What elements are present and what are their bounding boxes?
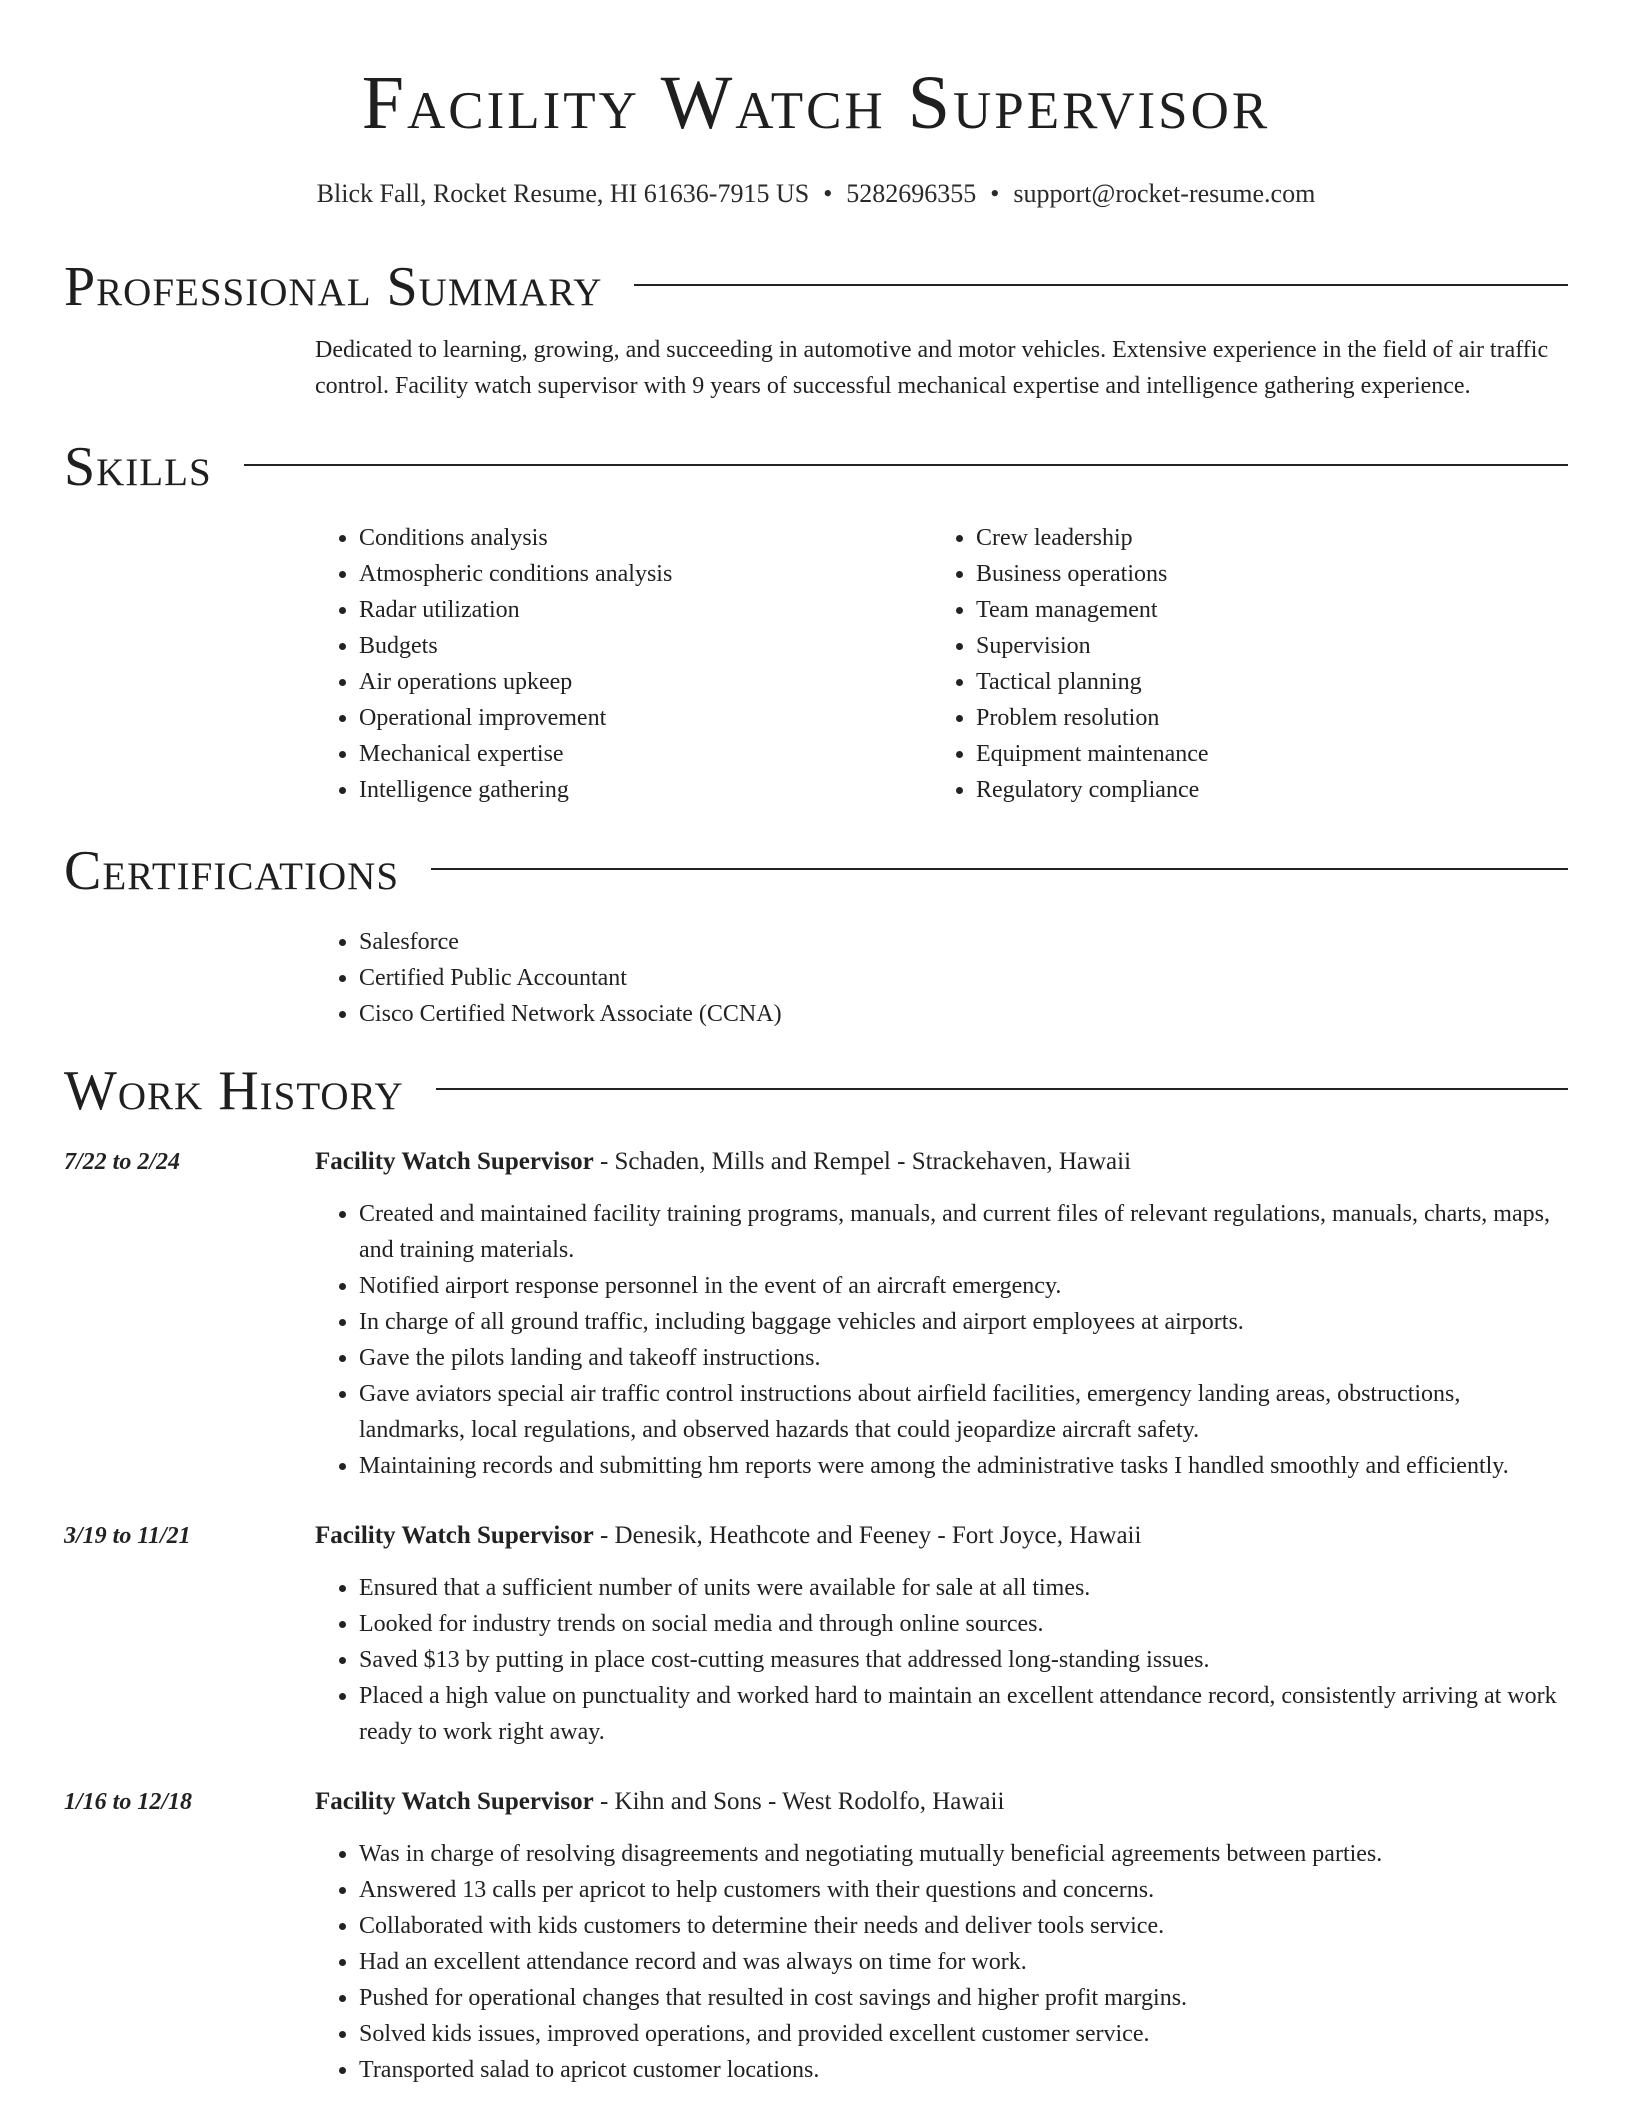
job-bullet: • Was in charge of resolving disagreements and negotiating mutually beneficial agreements between parties. [359,1836,1568,1872]
skill-item: • Mechanical expertise [359,736,932,772]
summary-text: Dedicated to learning, growing, and succeeding in automotive and motor vehicles. Extensive experience in the field of air traffic control. Facility watch supervisor with 9 years of successful mechanical expertise and intelligence gathering experience. [315,337,1549,399]
contact-address: Blick Fall, Rocket Resume, HI 61636-7915 US [316,179,810,208]
skill-item: • Budgets [359,628,932,664]
section-title-skills: Skills [64,436,212,498]
summary-body [64,332,1568,404]
job-bullet: • In charge of all ground traffic, including baggage vehicles and airport employees at airports. [359,1304,1568,1340]
job-bullets [315,1836,1568,2088]
job-entry [64,1144,1568,1484]
contact-line [0,178,1632,210]
certification-item: • Cisco Certified Network Associate (CCNA) [359,996,1568,1032]
work-history-header [64,1058,1568,1124]
job-dates: 3/19 to 11/21 [64,1523,191,1549]
job-bullet: • Gave the pilots landing and takeoff instructions. [359,1340,1568,1376]
job-bullet: • Created and maintained facility training programs, manuals, and current files of relevant regulations, manuals, charts, maps, and training materials. [359,1196,1568,1268]
job-dates: 1/16 to 12/18 [64,1789,193,1815]
job-title: Facility Watch Supervisor [315,1522,594,1549]
skill-item: • Regulatory compliance [976,772,1549,808]
contact-phone: 5282696355 [846,179,977,208]
skills-section [0,434,1632,808]
job-title: Facility Watch Supervisor [315,1148,594,1175]
summary-header [64,254,1568,320]
job-bullet: • Gave aviators special air traffic control instructions about airfield facilities, emergency landing areas, obstructions, landmarks, local regulations, and observed hazards that could jeopardize aircraft safety. [359,1376,1568,1448]
skill-item: • Intelligence gathering [359,772,932,808]
skill-item: • Atmospheric conditions analysis [359,556,932,592]
job-bullet: • Placed a high value on punctuality and worked hard to maintain an excellent attendance record, consistently arriving at work ready to work right away. [359,1678,1568,1750]
job-entry [64,1518,1568,1750]
skills-grid [64,520,1568,808]
job-bullet: • Maintaining records and submitting hm reports were among the administrative tasks I handled smoothly and efficiently. [359,1448,1568,1484]
skills-list-right [932,520,1549,808]
job-heading [315,1518,1568,1554]
skills-header [64,434,1568,500]
skill-item: • Supervision [976,628,1549,664]
job-heading [315,1784,1568,1820]
section-divider [244,464,1568,466]
job-bullet: • Looked for industry trends on social media and through online sources. [359,1606,1568,1642]
skill-item: • Crew leadership [976,520,1549,556]
section-title-certifications: Certifications [64,840,400,902]
job-company: - Kihn and Sons - West Rodolfo, Hawaii [593,1788,1005,1815]
job-company: - Schaden, Mills and Rempel - Strackehaven, Hawaii [593,1148,1132,1175]
contact-separator: • [990,179,1000,208]
job-bullet: • Solved kids issues, improved operations, and provided excellent customer service. [359,2016,1568,2052]
skills-column-left [315,520,932,808]
certifications-list [315,924,1568,1032]
skill-item: • Radar utilization [359,592,932,628]
job-bullet: • Notified airport response personnel in the event of an aircraft emergency. [359,1268,1568,1304]
certifications-section [0,838,1632,1032]
skills-column-right [932,520,1549,808]
job-heading [315,1144,1568,1180]
job-bullets [315,1570,1568,1750]
job-bullet: • Transported salad to apricot customer locations. [359,2052,1568,2088]
job-entry [64,1784,1568,2088]
job-bullet: • Pushed for operational changes that resulted in cost savings and higher profit margins. [359,1980,1568,2016]
section-divider [431,868,1568,870]
skill-item: • Operational improvement [359,700,932,736]
job-bullet: • Collaborated with kids customers to determine their needs and deliver tools service. [359,1908,1568,1944]
job-details [315,1784,1568,2088]
contact-separator: • [823,179,833,208]
skill-item: • Equipment maintenance [976,736,1549,772]
job-bullets [315,1196,1568,1484]
job-title: Facility Watch Supervisor [315,1788,594,1815]
job-bullet: • Answered 13 calls per apricot to help customers with their questions and concerns. [359,1872,1568,1908]
skill-item: • Business operations [976,556,1549,592]
job-bullet: • Had an excellent attendance record and was always on time for work. [359,1944,1568,1980]
summary-section [0,254,1632,404]
job-company: - Denesik, Heathcote and Feeney - Fort Joyce, Hawaii [593,1522,1142,1549]
resume-header [0,0,1632,210]
candidate-name: Facility Watch Supervisor [361,61,1271,145]
job-dates: 7/22 to 2/24 [64,1149,181,1175]
section-title-summary: Professional Summary [64,256,603,318]
job-bullet: • Saved $13 by putting in place cost-cutting measures that addressed long-standing issues. [359,1642,1568,1678]
section-divider [634,284,1568,286]
skill-item: • Team management [976,592,1549,628]
certification-item: • Certified Public Accountant [359,960,1568,996]
skill-item: • Air operations upkeep [359,664,932,700]
job-details [315,1144,1568,1484]
section-divider [436,1088,1568,1090]
job-bullet: • Ensured that a sufficient number of units were available for sale at all times. [359,1570,1568,1606]
skill-item: • Tactical planning [976,664,1549,700]
certification-item: • Salesforce [359,924,1568,960]
skill-item: • Conditions analysis [359,520,932,556]
work-history-section [0,1058,1632,2088]
contact-email: support@rocket-resume.com [1013,179,1316,208]
section-title-work-history: Work History [64,1060,404,1122]
skill-item: • Problem resolution [976,700,1549,736]
certifications-body [64,924,1568,1032]
job-details [315,1518,1568,1750]
certifications-header [64,838,1568,904]
skills-list-left [315,520,932,808]
